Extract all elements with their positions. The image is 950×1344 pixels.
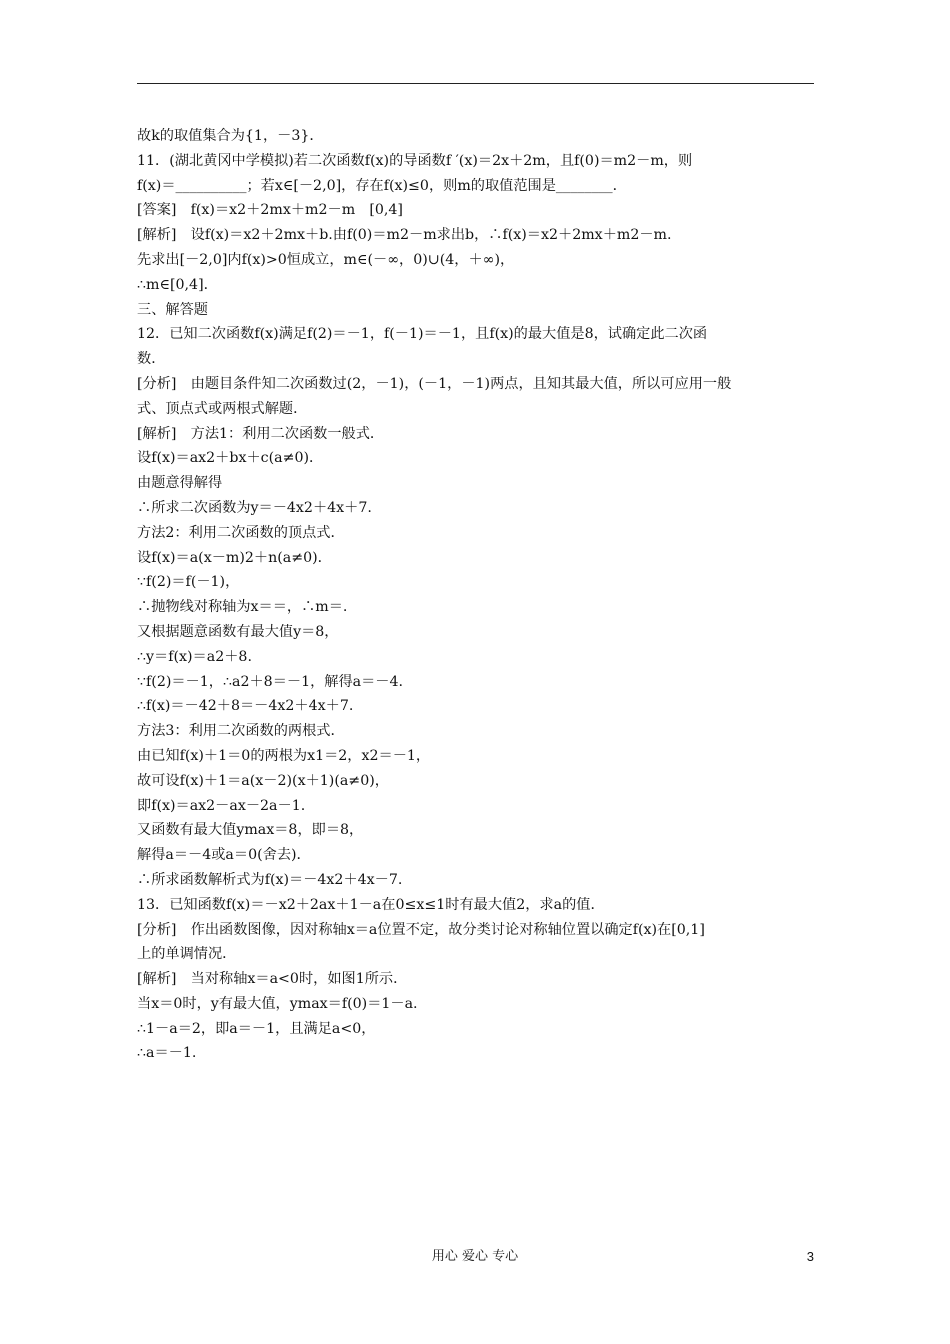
text-line: ∴m∈[0,4]．: [137, 276, 218, 293]
text-line: 又根据题意函数有最大值y＝8，: [137, 623, 339, 640]
text-line: [答案] f(x)＝x2＋2mx＋m2－m [0,4]: [137, 202, 403, 219]
text-line: 式、顶点式或两根式解题．: [137, 400, 308, 417]
text-line: [解析] 当对称轴x＝a<0时，如图1所示．: [137, 971, 408, 988]
text-line: 设f(x)＝a(x－m)2＋n(a≠0)．: [137, 549, 332, 566]
text-line: 故可设f(x)＋1＝a(x－2)(x＋1)(a≠0)，: [137, 772, 389, 789]
text-line: 12．已知二次函数f(x)满足f(2)＝－1，f(－1)＝－1，且f(x)的最大值是8，试确定此二次函: [137, 326, 708, 343]
text-line: ∵f(2)＝－1，∴a2＋8＝－1，解得a＝－4.: [137, 673, 404, 690]
text-line: f(x)＝__________；若x∈[－2,0]，存在f(x)≤0，则m的取值范围是________．: [137, 177, 627, 194]
text-line: ∴所求函数解析式为f(x)＝－4x2＋4x－7.: [137, 871, 403, 888]
text-line: 解得a＝－4或a＝0(舍去)．: [137, 847, 311, 864]
text-line: 故k的取值集合为{1，－3}．: [137, 128, 324, 144]
footer-slogan: 用心 爱心 专心: [431, 1249, 519, 1264]
text-line: ∴所求二次函数为y＝－4x2＋4x＋7.: [137, 499, 372, 516]
text-line: 方法3：利用二次函数的两根式．: [137, 723, 345, 740]
text-line: [解析] 设f(x)＝x2＋2mx＋b.由f(0)＝m2－m求出b，∴f(x)＝x2＋2mx＋m2－m.: [137, 227, 672, 244]
text-line: ∴抛物线对称轴为x＝＝，∴m＝.: [137, 599, 348, 616]
text-line: ∴1－a＝2，即a＝－1，且满足a<0，: [137, 1020, 376, 1037]
text-line: 方法2：利用二次函数的顶点式．: [137, 524, 345, 541]
section-heading: 三、解答题: [137, 301, 208, 318]
text-line: 由题意得解得: [137, 475, 223, 492]
page-number: 3: [806, 1249, 814, 1264]
text-line: ∵f(2)＝f(－1)，: [137, 574, 240, 591]
text-line: ∴y＝f(x)＝a2＋8.: [137, 648, 252, 665]
text-line: 由已知f(x)＋1＝0的两根为x1＝2，x2＝－1，: [137, 747, 431, 764]
text-line: [分析] 由题目条件知二次函数过(2，－1)，(－1，－1)两点，且知其最大值，所以可应用一般: [137, 375, 732, 392]
text-line: 当x＝0时，y有最大值，ymax＝f(0)＝1－a.: [137, 995, 418, 1012]
text-line: 即f(x)＝ax2－ax－2a－1.: [137, 797, 306, 814]
text-line: [分析] 作出函数图像，因对称轴x＝a位置不定，故分类讨论对称轴位置以确定f(x)在[0,1]: [137, 921, 705, 938]
text-line: [解析] 方法1：利用二次函数一般式．: [137, 425, 385, 442]
document-body: [137, 124, 817, 1066]
text-line: 数．: [137, 351, 166, 368]
text-line: 13．已知函数f(x)＝－x2＋2ax＋1－a在0≤x≤1时有最大值2，求a的值．: [137, 896, 605, 913]
text-line: 11．(湖北黄冈中学模拟)若二次函数f(x)的导函数f ′(x)＝2x＋2m，且f(0)＝m2－m，则: [137, 152, 693, 169]
text-line: 先求出[－2,0]内f(x)>0恒成立，m∈(－∞，0)∪(4，＋∞)，: [137, 251, 515, 268]
text-line: 上的单调情况．: [137, 946, 237, 963]
header-rule: [137, 83, 814, 84]
text-line: 设f(x)＝ax2＋bx＋c(a≠0)．: [137, 450, 324, 467]
text-line: 又函数有最大值ymax＝8，即＝8，: [137, 822, 364, 839]
text-line: ∴a＝－1.: [137, 1045, 197, 1062]
text-line: ∴f(x)＝－42＋8＝－4x2＋4x＋7.: [137, 698, 354, 715]
